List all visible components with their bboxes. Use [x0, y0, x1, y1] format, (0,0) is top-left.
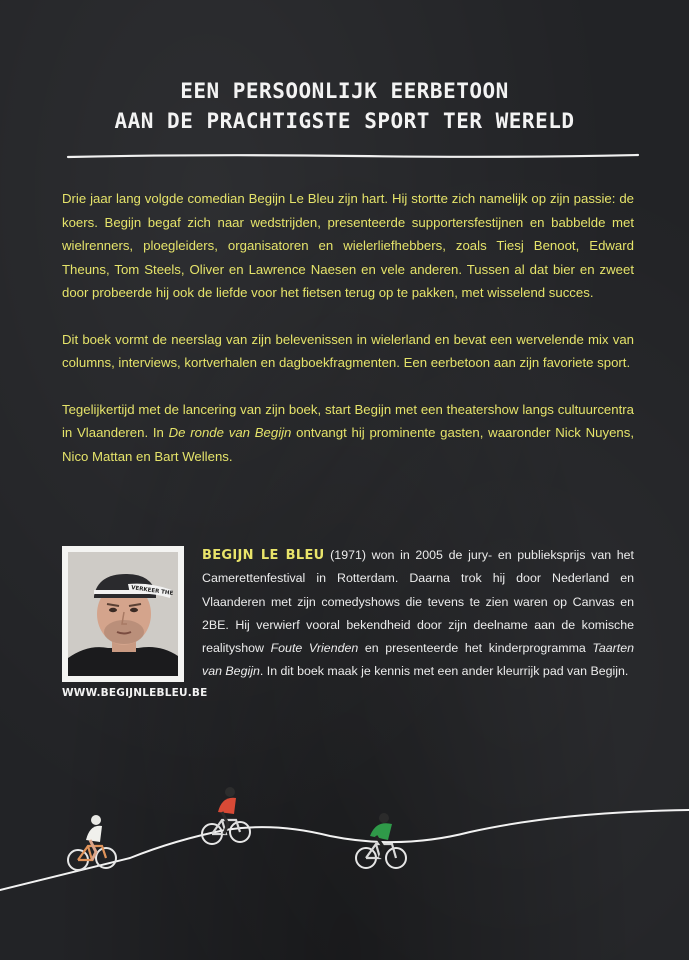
show-foute-vrienden: Foute Vrienden [270, 641, 359, 656]
blurb-paragraph-2: Dit boek vormt de neerslag van zijn belevenissen in wielerland en bevat een wervelende mix van columns, interviews, kortverhalen en dagboekfragmenten. Een eerbetoon aan zijn favoriete sport. [62, 331, 634, 370]
blurb [62, 187, 634, 491]
author-photo [62, 546, 184, 682]
chalk-divider [66, 150, 641, 164]
author-bio [202, 544, 634, 684]
author-website: WWW.BEGIJNLEBLEU.BE [62, 687, 208, 699]
road-illustration [0, 760, 689, 960]
bio-part-2: en presenteerde het kinderprogramma [358, 641, 593, 656]
headline [0, 76, 689, 136]
cap-print: VERKEER THE [130, 585, 174, 597]
show-taarten-van-begijn: Taarten van Begijn [202, 641, 634, 679]
show-title: De ronde van Begijn [168, 425, 292, 440]
cyclist-white-jersey-icon [68, 815, 116, 870]
headline-line-2: AAN DE PRACHTIGSTE SPORT TER WERELD [114, 109, 575, 134]
author-name: BEGIJN LE BLEU [202, 548, 325, 563]
blurb-p3-end: ontvangt hij prominente gasten, waaronder Nick Nuyens, Nico Mattan en Bart Wellens. [62, 425, 635, 464]
cyclist-red-jersey-icon [202, 787, 250, 844]
blurb-p3-start: Tegelijkertijd met de lancering van zijn boek, start Begijn met een theatershow langs cultuurcentra in Vlaanderen. In [62, 401, 634, 440]
bio-part-1: (1971) won in 2005 de jury- en publieksprijs van het Camerettenfestival in Rotterdam. Daarna trok hij door Nederland en Vlaanderen met zijn comedyshows die tevens te zien waren op Canvas en 2BE. Hij verwierf vooral bekendheid door zijn deelname aan de komische realityshow [202, 548, 634, 656]
blurb-paragraph-1: Drie jaar lang volgde comedian Begijn Le Bleu zijn hart. Hij stortte zich namelijk op zijn passie: de koers. Begijn begaf zich naar wedstrijden, presenteerde supportersfestijnen en babbelde met wielrenners, ploegleiders, organisatoren en wielerliefhebbers, zoals Tiesj Benoot, Edward Theuns, Tom Steels, Oliver en Lawrence Naesen en vele anderen. Tussen al dat bier en zweet door probeerde hij ook de liefde voor het fietsen terug op te pakken, met wisselend succes. [62, 191, 634, 300]
blurb-paragraph-3 [62, 398, 634, 469]
bio-part-3: . In dit boek maak je kennis met een ander kleurrijk pad van Begijn. [259, 664, 629, 679]
author-portrait [68, 552, 178, 676]
headline-line-1: EEN PERSOONLIJK EERBETOON [180, 79, 509, 104]
